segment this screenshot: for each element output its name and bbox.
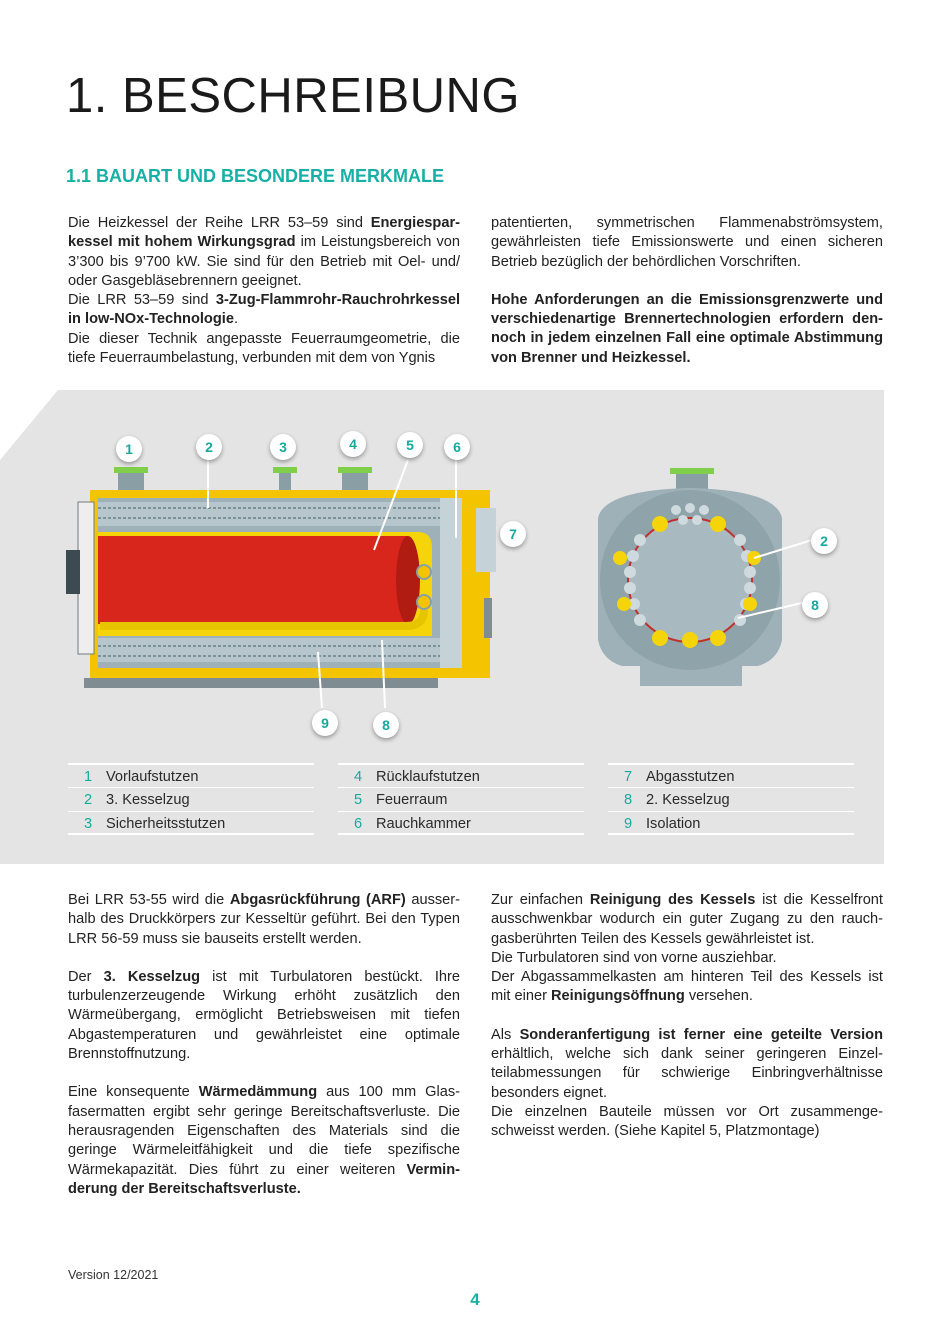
body-paragraph-reinigung: Zur einfachen Reinigung des Kessels ist die Kesselfront ausschwenkbar wodurch ein guter Zugang zu den rauch-gasberührten Teilen des Kessels gewährleistet ist.	[491, 892, 883, 947]
section-heading: 1.1 BAUART UND BESONDERE MERKMALE	[66, 166, 445, 186]
body-column-left	[68, 891, 460, 1199]
legend-item: 4 Rücklaufstutzen	[338, 763, 584, 787]
version-label: Version 12/2021	[68, 1268, 159, 1282]
intro-paragraph-2: Die LRR 53–59 sind 3-Zug-Flammrohr-Rauchrohrkessel in low-NOx-Technologie.	[68, 292, 460, 328]
legend-column-1	[68, 763, 314, 835]
body-paragraph-abgassammelkasten: Der Abgassammelkasten am hinteren Teil des Kessels ist mit einer Reinigungsöffnung versehen.	[491, 969, 883, 1005]
body-paragraph-montage: Die einzelnen Bauteile müssen vor Ort zusammenge-schweisst werden. (Siehe Kapitel 5, Platzmontage)	[491, 1103, 883, 1140]
legend-item: 1 Vorlaufstutzen	[68, 763, 314, 787]
callout-1: 1	[116, 436, 142, 462]
body-paragraph-kesselzug: Der 3. Kesselzug ist mit Turbulatoren bestückt. Ihre turbulenzerzeugende Wirkung erhöht zusätzlich den Wärmeübergang, ermöglicht Betriebsweisen mit tiefen Abgastemperaturen und gewährleistet eine optimale Brennstoffnutzung.	[68, 968, 460, 1063]
legend-item: 7 Abgasstutzen	[608, 763, 854, 787]
body-paragraph-sonderanfertigung: Als Sonderanfertigung ist ferner eine geteilte Version erhältlich, welche sich dank seiner geringeren Einzel-teilabmessungen für schwierige Einbringverhältnisse besonders eignet.	[491, 1026, 883, 1101]
intro-column-left	[68, 214, 460, 368]
intro-paragraph-4: patentierten, symmetrischen Flammenabströmsystem, gewährleisten tiefe Emissionswerte und einen sicheren Betrieb bezüglich der behördlichen Vorschriften.	[491, 215, 883, 270]
body-paragraph-daemmung: Eine konsequente Wärmedämmung aus 100 mm Glas-fasermatten ergibt sehr geringe Bereitschaftsverluste. Die herausragenden Eigenschaften des Materials sind die geringe Wärmeleitfähigkeit und die tiefe spezifische Wärmekapazität. Dies führt zu einer weiteren Vermin-derung der Bereitschaftsverluste.	[68, 1084, 461, 1197]
intro-column-right	[491, 214, 883, 368]
legend-column-2	[338, 763, 584, 835]
legend-item: 5 Feuerraum	[338, 787, 584, 811]
legend-item: 8 2. Kesselzug	[608, 787, 854, 811]
body-paragraph-arf: Bei LRR 53-55 wird die Abgasrückführung (ARF) ausser-halb des Druckkörpers zur Kesseltür geführt. Bei den Typen LRR 56-59 muss sie bauseits erstellt werden.	[68, 892, 461, 947]
intro-emphasis: Hohe Anforderungen an die Emissionsgrenzwerte und verschiedenartige Brennertechnologien erfordern den-noch in jedem einzelnen Fall eine optimale Abstimmung von Brenner und Heizkessel.	[491, 291, 883, 366]
callout-9: 9	[312, 710, 338, 736]
legend-item: 3 Sicherheitsstutzen	[68, 811, 314, 835]
legend-item: 9 Isolation	[608, 811, 854, 835]
page-number: 4	[470, 1290, 480, 1309]
legend-item: 2 3. Kesselzug	[68, 787, 314, 811]
intro-paragraph-3: Die dieser Technik angepasste Feuerraumgeometrie, die tiefe Feuerraumbelastung, verbunden mit dem von Ygnis	[68, 330, 460, 367]
page-title: 1. BESCHREIBUNG	[66, 69, 521, 123]
callout-6: 6	[444, 434, 470, 460]
callout-8-cross: 8	[802, 592, 828, 618]
callout-2: 2	[196, 434, 222, 460]
legend-item: 6 Rauchkammer	[338, 811, 584, 835]
callout-3: 3	[270, 434, 296, 460]
body-column-right	[491, 891, 883, 1142]
legend-column-3	[608, 763, 854, 835]
callout-5: 5	[397, 432, 423, 458]
intro-paragraph-1: Die Heizkessel der Reihe LRR 53–59 sind Energiespar-kessel mit hohem Wirkungsgrad im Leistungsbereich von 3’300 bis 9’700 kW. Sie sind für den Betrieb mit Oel- und/ oder Gasgebläsebrennern geeignet.	[68, 215, 460, 289]
callout-4: 4	[340, 431, 366, 457]
boiler-side-section	[66, 467, 496, 688]
callout-8: 8	[373, 712, 399, 738]
callout-2-cross: 2	[811, 528, 837, 554]
boiler-cross-section	[598, 468, 782, 686]
body-paragraph-turbulatoren: Die Turbulatoren sind von vorne ausziehbar.	[491, 949, 777, 966]
callout-7: 7	[500, 521, 526, 547]
